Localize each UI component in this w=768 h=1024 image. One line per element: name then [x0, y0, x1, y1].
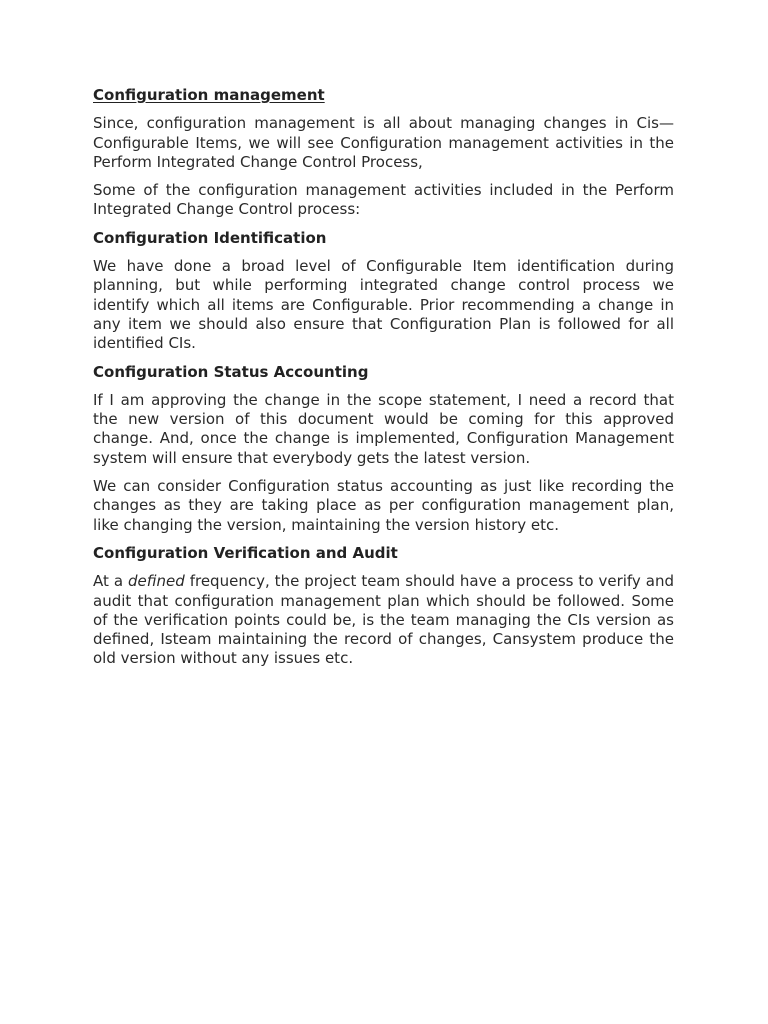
status-accounting-paragraph-2: We can consider Configuration status accounting as just like recording the changes as they are taking place as per configuration management plan, like changing the version, maintaining the version history etc.	[93, 477, 674, 534]
section-heading-verification-audit: Configuration Verification and Audit	[93, 543, 398, 562]
verification-audit-paragraph	[93, 572, 674, 668]
document-page	[93, 86, 674, 678]
intro-paragraph-1: Since, configuration management is all about managing changes in Cis—Configurable Items, we will see Configuration management activities in the Perform Integrated Change Control Process,	[93, 114, 674, 171]
section-heading-status-accounting: Configuration Status Accounting	[93, 362, 369, 381]
verification-emphasis: defined	[128, 572, 185, 591]
document-title: Configuration management	[93, 86, 325, 104]
verification-rest: frequency, the project team should have a process to verify and audit that configuration management plan which should be followed. Some of the verification points could be, is the team managing the CIs version as defined, Isteam maintaining the record of changes, Cansystem produce the old version without any issues etc.	[93, 572, 674, 668]
identification-paragraph: We have done a broad level of Configurable Item identification during planning, but while performing integrated change control process we identify which all items are Configurable. Prior recommending a change in any item we should also ensure that Configuration Plan is followed for all identified CIs.	[93, 257, 674, 353]
verification-prefix: At a	[93, 572, 129, 591]
section-heading-identification: Configuration Identification	[93, 228, 327, 247]
status-accounting-paragraph-1: If I am approving the change in the scope statement, I need a record that the new version of this document would be coming for this approved change. And, once the change is implemented, Configuration Management system will ensure that everybody gets the latest version.	[93, 390, 674, 467]
intro-paragraph-2: Some of the configuration management activities included in the Perform Integrated Change Control process:	[93, 181, 674, 219]
